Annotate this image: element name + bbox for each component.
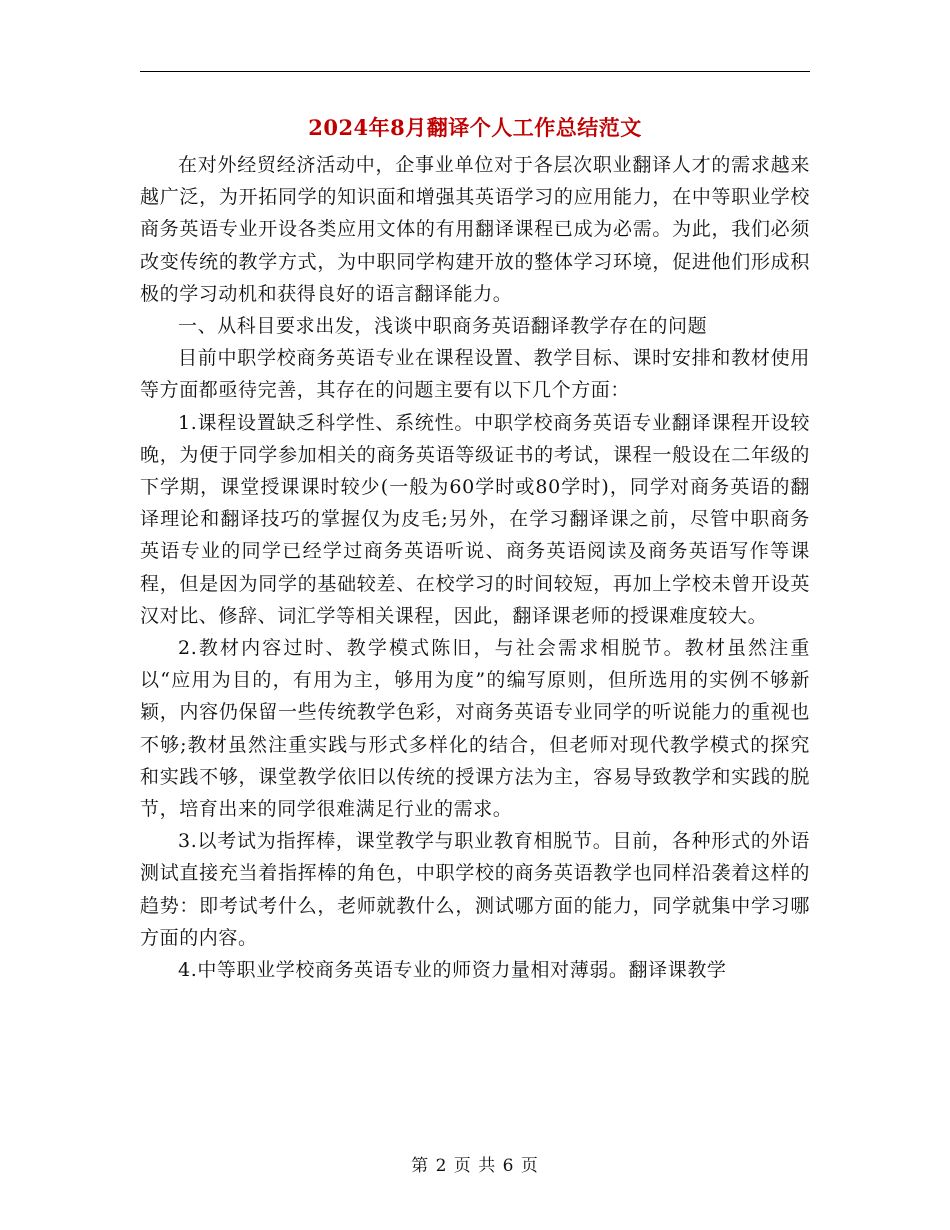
paragraph-item-4: 4.中等职业学校商务英语专业的师资力量相对薄弱。翻译课教学 xyxy=(178,959,727,982)
paragraph-item-2: 2.教材内容过时、教学模式陈旧，与社会需求相脱节。教材虽然注重以“应用为目的，有用为主，够用为度”的编写原则，但所选用的实例不够新颖，内容仍保留一些传统教学色彩，对商务英语专业同学的听说能力的重视也不够;教材虽然注重实践与形式多样化的结合，但老师对现代教学模式的探究和实践不够，课堂教学依旧以传统的授课方法为主，容易导致教学和实践的脱节，培育出来的同学很难满足行业的需求。 xyxy=(140,637,810,821)
document-body xyxy=(140,149,810,986)
header-rule xyxy=(140,71,810,72)
paragraph-item-3: 3.以考试为指挥棒，课堂教学与职业教育相脱节。目前，各种形式的外语测试直接充当着指挥棒的角色，中职学校的商务英语教学也同样沿袭着这样的趋势：即考试考什么，老师就教什么，测试哪方面的能力，同学就集中学习哪方面的内容。 xyxy=(140,830,810,949)
paragraph-intro: 在对外经贸经济活动中，企事业单位对于各层次职业翻译人才的需求越来越广泛，为开拓同学的知识面和增强其英语学习的应用能力，在中等职业学校商务英语专业开设各类应用文体的有用翻译课程已成为必需。为此，我们必须改变传统的教学方式，为中职同学构建开放的整体学习环境，促进他们形成积极的学习动机和获得良好的语言翻译能力。 xyxy=(140,154,810,305)
paragraph-overview: 目前中职学校商务英语专业在课程设置、教学目标、课时安排和教材使用等方面都亟待完善，其存在的问题主要有以下几个方面： xyxy=(140,347,810,402)
page-number-footer: 第 2 页 共 6 页 xyxy=(411,1156,539,1176)
section-heading: 一、从科目要求出发，浅谈中职商务英语翻译教学存在的问题 xyxy=(178,315,708,338)
document-title: 2024年8月翻译个人工作总结范文 xyxy=(308,115,642,140)
paragraph-item-1: 1.课程设置缺乏科学性、系统性。中职学校商务英语专业翻译课程开设较晚，为便于同学参加相关的商务英语等级证书的考试，课程一般设在二年级的下学期，课堂授课课时较少(一般为60学时或80学时)，同学对商务英语的翻译理论和翻译技巧的掌握仅为皮毛;另外，在学习翻译课之前，尽管中职商务英语专业的同学已经学过商务英语听说、商务英语阅读及商务英语写作等课程，但是因为同学的基础较差、在校学习的时间较短，再加上学校未曾开设英汉对比、修辞、词汇学等相关课程，因此，翻译课老师的授课难度较大。 xyxy=(140,411,810,627)
